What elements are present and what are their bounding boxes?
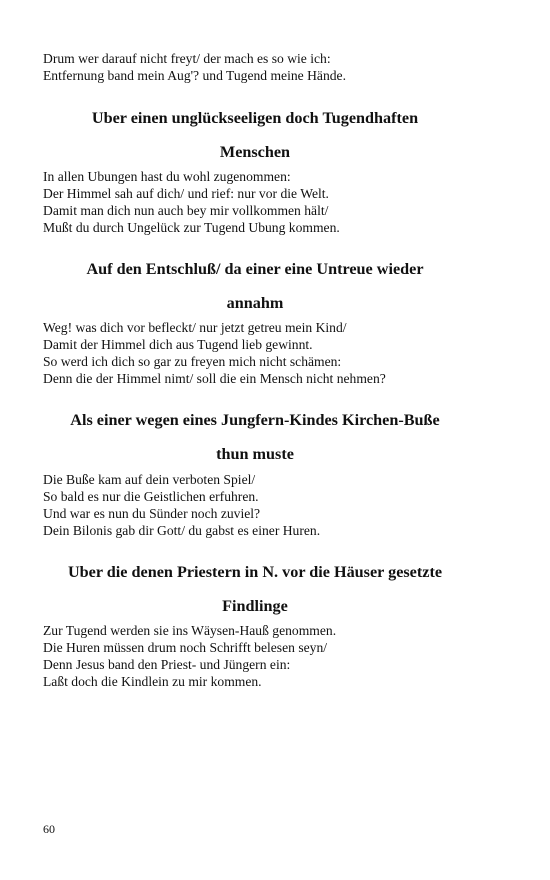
poem-verse (43, 471, 513, 539)
verse-line: In allen Ubungen hast du wohl zugenommen: (43, 169, 291, 184)
poem-title: Als einer wegen eines Jungfern-Kindes Kirchen-Buße (70, 411, 440, 429)
verse-line: Die Buße kam auf dein verboten Spiel/ (43, 472, 256, 487)
verse-line: Denn Jesus band den Priest- und Jüngern ein: (43, 657, 291, 672)
poem-title-continuation: Findlinge (222, 597, 288, 615)
verse-line: Damit man dich nun auch bey mir vollkommen hält/ (43, 203, 329, 218)
verse-line: Dein Bilonis gab dir Gott/ du gabst es einer Huren. (43, 523, 321, 538)
page-number: 60 (43, 822, 55, 836)
intro-verse (43, 50, 513, 84)
verse-line: Zur Tugend werden sie ins Wäysen-Hauß genommen. (43, 623, 337, 638)
verse-line: Und war es nun du Sünder noch zuviel? (43, 506, 261, 521)
poem-title: Uber einen unglückseeligen doch Tugendhaften (91, 109, 419, 127)
verse-line: Mußt du durch Ungelück zur Tugend Ubung kommen. (43, 220, 340, 235)
poem-verse (43, 319, 513, 387)
verse-line: Weg! was dich vor befleckt/ nur jetzt getreu mein Kind/ (43, 320, 347, 335)
verse-line: Denn die der Himmel nimt/ soll die ein Mensch nicht nehmen? (43, 371, 386, 386)
poem-verse (43, 622, 513, 690)
verse-line: So bald es nur die Geistlichen erfuhren. (43, 489, 259, 504)
verse-line: Entfernung band mein Aug'? und Tugend meine Hände. (43, 68, 346, 83)
poem-verse (43, 168, 513, 236)
poem-title: Auf den Entschluß/ da einer eine Untreue wieder (86, 260, 424, 278)
verse-line: Damit der Himmel dich aus Tugend lieb gewinnt. (43, 337, 313, 352)
verse-line: Laßt doch die Kindlein zu mir kommen. (43, 674, 262, 689)
poem-title-continuation: thun muste (216, 445, 294, 463)
poem-title-continuation: annahm (226, 294, 284, 312)
poem-title: Uber die denen Priestern in N. vor die Häuser gesetzte (67, 563, 443, 581)
verse-line: Der Himmel sah auf dich/ und rief: nur vor die Welt. (43, 186, 329, 201)
poem-title-continuation: Menschen (219, 143, 291, 161)
verse-line: Drum wer darauf nicht freyt/ der mach es so wie ich: (43, 51, 331, 66)
verse-line: Die Huren müssen drum noch Schrifft belesen seyn/ (43, 640, 328, 655)
verse-line: So werd ich dich so gar zu freyen mich nicht schämen: (43, 354, 342, 369)
